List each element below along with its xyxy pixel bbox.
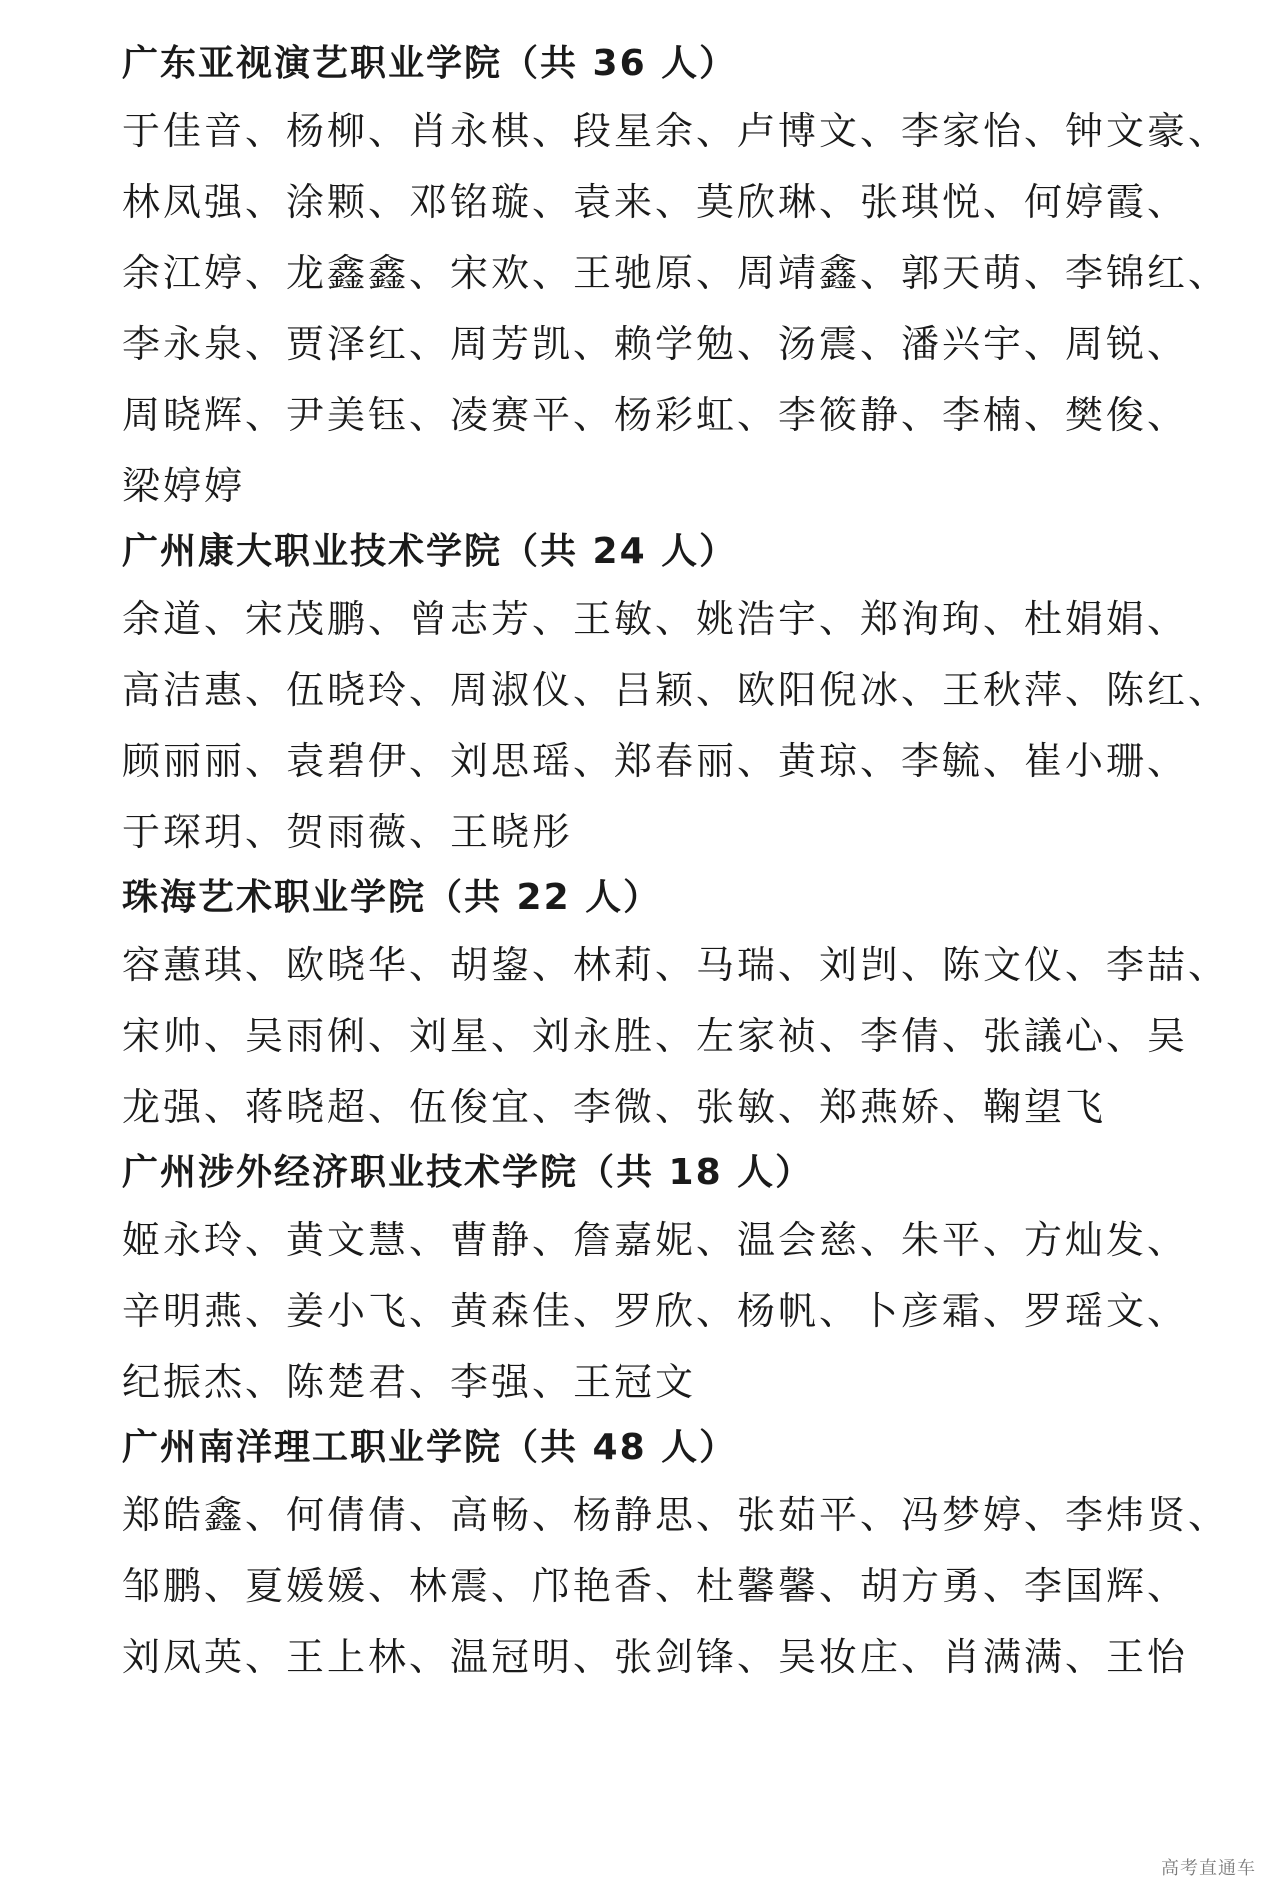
name-line: 刘凤英、王上林、温冠明、张剑锋、吴妆庄、肖满满、王怡 — [122, 1635, 1189, 1679]
document-page — [122, 34, 1230, 1693]
section-heading: 广州南洋理工职业学院（共 48 人） — [122, 1427, 738, 1468]
section-guangdong-yashi — [122, 34, 1230, 522]
name-line: 余江婷、龙鑫鑫、宋欢、王驰原、周靖鑫、郭天萌、李锦红、 — [122, 251, 1230, 295]
name-line: 郑皓鑫、何倩倩、高畅、杨静思、张茹平、冯梦婷、李炜贤、 — [122, 1493, 1230, 1537]
name-line: 辛明燕、姜小飞、黄森佳、罗欣、杨帆、卜彦霜、罗瑶文、 — [122, 1289, 1189, 1333]
name-line: 邹鹏、夏媛媛、林震、邝艳香、杜馨馨、胡方勇、李国辉、 — [122, 1564, 1189, 1608]
name-list — [122, 582, 1230, 868]
name-list — [122, 94, 1230, 522]
name-line: 龙强、蒋晓超、伍俊宜、李微、张敏、郑燕娇、鞠望飞 — [122, 1085, 1107, 1129]
watermark-text: 高考直通车 — [1161, 1858, 1256, 1879]
section-heading: 广州涉外经济职业技术学院（共 18 人） — [122, 1152, 814, 1193]
name-line: 梁婷婷 — [122, 464, 246, 508]
section-heading: 广州康大职业技术学院（共 24 人） — [122, 531, 738, 572]
name-line: 周晓辉、尹美钰、凌赛平、杨彩虹、李筱静、李楠、樊俊、 — [122, 393, 1189, 437]
section-guangzhou-shewai — [122, 1143, 1202, 1418]
section-heading: 广东亚视演艺职业学院（共 36 人） — [122, 43, 738, 84]
name-line: 姬永玲、黄文慧、曹静、詹嘉妮、温会慈、朱平、方灿发、 — [122, 1218, 1189, 1262]
name-line: 纪振杰、陈楚君、李强、王冠文 — [122, 1360, 697, 1404]
section-guangzhou-nanyang — [122, 1418, 1230, 1693]
section-heading: 珠海艺术职业学院（共 22 人） — [122, 877, 662, 918]
name-line: 李永泉、贾泽红、周芳凯、赖学勉、汤震、潘兴宇、周锐、 — [122, 322, 1189, 366]
name-list — [122, 928, 1230, 1143]
name-line: 容蕙琪、欧晓华、胡鋆、林莉、马瑞、刘剀、陈文仪、李喆、 — [122, 943, 1230, 987]
name-line: 林凤强、涂颗、邓铭璇、袁来、莫欣琳、张琪悦、何婷霞、 — [122, 180, 1189, 224]
name-line: 宋帅、吴雨俐、刘星、刘永胜、左家祯、李倩、张議心、吴 — [122, 1014, 1189, 1058]
name-line: 于琛玥、贺雨薇、王晓彤 — [122, 810, 574, 854]
section-zhuhai-art — [122, 868, 1230, 1143]
name-line: 于佳音、杨柳、肖永棋、段星余、卢博文、李家怡、钟文豪、 — [122, 109, 1230, 153]
name-list — [122, 1478, 1230, 1693]
section-guangzhou-kangda — [122, 522, 1230, 868]
name-line: 余道、宋茂鹏、曾志芳、王敏、姚浩宇、郑洵珣、杜娟娟、 — [122, 597, 1189, 641]
name-line: 顾丽丽、袁碧伊、刘思瑶、郑春丽、黄琼、李毓、崔小珊、 — [122, 739, 1189, 783]
name-list — [122, 1203, 1202, 1418]
name-line: 高洁惠、伍晓玲、周淑仪、吕颖、欧阳倪冰、王秋萍、陈红、 — [122, 668, 1230, 712]
